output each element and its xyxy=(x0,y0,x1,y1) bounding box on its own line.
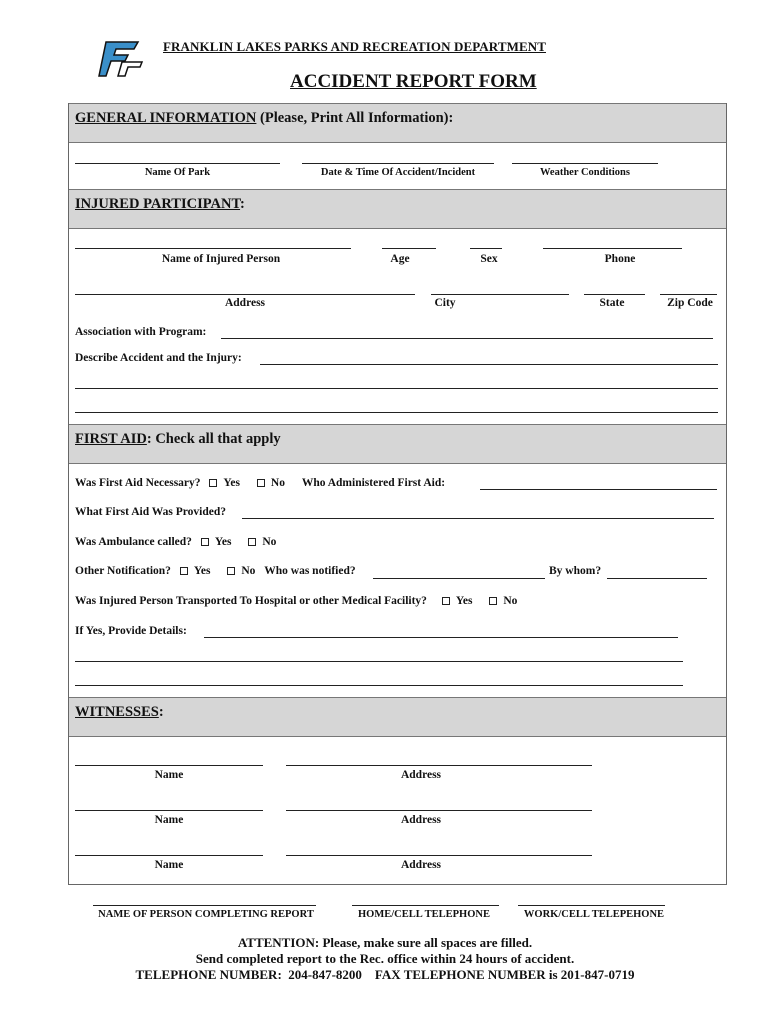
by-whom-field[interactable] xyxy=(607,578,707,579)
attention-note: ATTENTION: Please, make sure all spaces are filled. xyxy=(237,935,533,950)
phone-label: Phone xyxy=(604,253,636,265)
injured-name-label: Name of Injured Person xyxy=(161,253,281,265)
weather-label: Weather Conditions xyxy=(540,167,630,178)
age-label: Age xyxy=(390,253,410,265)
describe-field[interactable] xyxy=(260,364,718,365)
details-field[interactable] xyxy=(204,637,678,638)
first-aid-yes-checkbox[interactable] xyxy=(209,479,217,487)
witnesses-header xyxy=(69,697,726,737)
phone-field[interactable] xyxy=(543,248,682,249)
other-notification-label: Other Notification? xyxy=(75,565,171,577)
work-phone-field[interactable] xyxy=(518,905,665,906)
witness-2-address-label: Address xyxy=(400,814,442,826)
association-label: Association with Program: xyxy=(75,326,207,338)
home-phone-label: HOME/CELL TELEPHONE xyxy=(358,909,490,920)
notification-yes-checkbox[interactable] xyxy=(180,567,188,575)
witness-3-name-field[interactable] xyxy=(75,855,263,856)
first-aid-yes-label: Yes xyxy=(223,477,241,489)
witness-3-name-label: Name xyxy=(154,859,184,871)
state-field[interactable] xyxy=(584,294,645,295)
who-notified-field[interactable] xyxy=(373,578,545,579)
injured-colon: : xyxy=(240,196,245,212)
injured-heading: INJURED PARTICIPANT xyxy=(75,196,241,212)
city-field[interactable] xyxy=(431,294,569,295)
first-aid-heading: FIRST AID xyxy=(75,431,147,447)
injured-name-field[interactable] xyxy=(75,248,351,249)
send-instructions: Send completed report to the Rec. office within 24 hours of accident. xyxy=(195,951,575,966)
witnesses-colon: : xyxy=(158,704,164,720)
witness-1-name-field[interactable] xyxy=(75,765,263,766)
witness-3-address-label: Address xyxy=(400,859,442,871)
witness-1-address-field[interactable] xyxy=(286,765,592,766)
first-aid-header xyxy=(69,424,726,464)
first-aid-subheading: : Check all that apply xyxy=(146,431,281,447)
park-name-label: Name Of Park xyxy=(144,167,211,178)
association-field[interactable] xyxy=(221,338,713,339)
details-field-line-3[interactable] xyxy=(75,685,683,686)
ambulance-no-checkbox[interactable] xyxy=(248,538,256,546)
ambulance-label: Was Ambulance called? xyxy=(75,536,192,548)
details-field-line-2[interactable] xyxy=(75,661,683,662)
what-provided-field[interactable] xyxy=(242,518,714,519)
first-aid-necessary-label: Was First Aid Necessary? xyxy=(75,477,201,489)
city-label: City xyxy=(434,297,456,309)
form-title: ACCIDENT REPORT FORM xyxy=(290,71,537,92)
witness-1-address-label: Address xyxy=(400,769,442,781)
transported-row xyxy=(75,595,517,607)
details-label: If Yes, Provide Details: xyxy=(75,625,187,637)
weather-field[interactable] xyxy=(512,163,658,164)
state-label: State xyxy=(599,297,625,309)
transported-yes-checkbox[interactable] xyxy=(442,597,450,605)
park-name-field[interactable] xyxy=(75,163,280,164)
general-info-header xyxy=(69,103,726,143)
witness-1-name-label: Name xyxy=(154,769,184,781)
date-time-field[interactable] xyxy=(302,163,494,164)
what-provided-label: What First Aid Was Provided? xyxy=(75,506,227,518)
address-field[interactable] xyxy=(75,294,415,295)
telephone-numbers: TELEPHONE NUMBER: 204-847-8200 FAX TELEPHONE NUMBER is 201-847-0719 xyxy=(135,967,635,982)
department-name: FRANKLIN LAKES PARKS AND RECREATION DEPARTMENT xyxy=(163,39,546,54)
first-aid-no-label: No xyxy=(270,477,285,489)
who-administered-field[interactable] xyxy=(480,489,717,490)
notification-no-checkbox[interactable] xyxy=(227,567,235,575)
first-aid-necessary-row xyxy=(75,477,445,489)
zip-label: Zip Code xyxy=(667,297,713,309)
describe-field-line-3[interactable] xyxy=(75,412,718,413)
date-time-label: Date & Time Of Accident/Incident xyxy=(320,167,476,178)
notification-no-label: No xyxy=(241,565,256,577)
logo-graphic xyxy=(98,40,144,78)
sex-label: Sex xyxy=(480,253,498,265)
sex-field[interactable] xyxy=(470,248,502,249)
other-notification-row xyxy=(75,565,356,577)
completer-name-field[interactable] xyxy=(93,905,316,906)
first-aid-no-checkbox[interactable] xyxy=(257,479,265,487)
home-phone-field[interactable] xyxy=(352,905,499,906)
injured-participant-header xyxy=(69,189,726,229)
transported-no-label: No xyxy=(503,595,518,607)
witness-2-name-field[interactable] xyxy=(75,810,263,811)
general-info-heading: GENERAL INFORMATION xyxy=(75,110,257,126)
completer-name-label: NAME OF PERSON COMPLETING REPORT xyxy=(98,909,314,920)
department-logo xyxy=(98,40,144,78)
witnesses-heading: WITNESSES xyxy=(75,704,159,720)
transported-yes-label: Yes xyxy=(455,595,473,607)
address-label: Address xyxy=(224,297,266,309)
describe-label: Describe Accident and the Injury: xyxy=(75,352,242,364)
notification-yes-label: Yes xyxy=(193,565,211,577)
witness-2-name-label: Name xyxy=(154,814,184,826)
witness-3-address-field[interactable] xyxy=(286,855,592,856)
who-administered-label: Who Administered First Aid: xyxy=(301,477,446,489)
work-phone-label: WORK/CELL TELEPEHONE xyxy=(523,909,665,920)
ambulance-no-label: No xyxy=(262,536,277,548)
who-notified-label: Who was notified? xyxy=(264,565,356,577)
ambulance-row xyxy=(75,536,276,548)
transported-label: Was Injured Person Transported To Hospital or other Medical Facility? xyxy=(75,595,427,607)
general-info-colon: : xyxy=(448,110,454,126)
zip-field[interactable] xyxy=(660,294,717,295)
general-info-note: (Please, Print All Information) xyxy=(260,110,449,126)
age-field[interactable] xyxy=(382,248,436,249)
ambulance-yes-checkbox[interactable] xyxy=(201,538,209,546)
describe-field-line-2[interactable] xyxy=(75,388,718,389)
ambulance-yes-label: Yes xyxy=(214,536,232,548)
transported-no-checkbox[interactable] xyxy=(489,597,497,605)
witness-2-address-field[interactable] xyxy=(286,810,592,811)
by-whom-label: By whom? xyxy=(549,565,602,577)
